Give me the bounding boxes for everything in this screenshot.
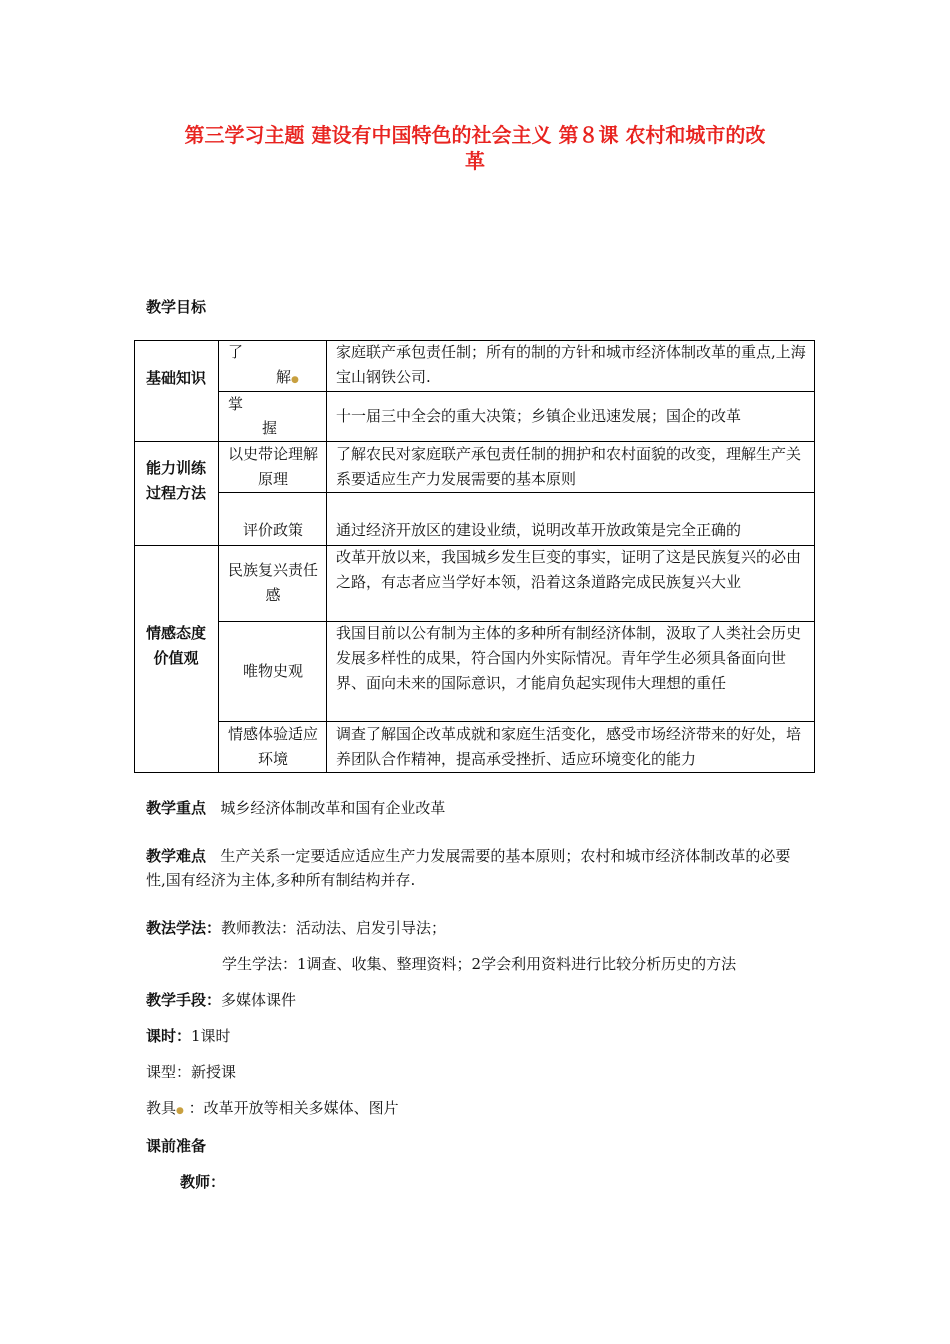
row2-text: 十一届三中全会的重大决策；乡镇企业迅速发展；国企的改革 [336, 407, 742, 425]
row6-text: 我国目前以公有制为主体的多种所有制经济体制，汲取了人类社会历史发展多样性的成果，符合国内外实际情况。青年学生必须具备面向世界、面向未来的国际意识，才能肩负起实现伟大理想的重任 [336, 624, 802, 692]
table-col-divider-2 [326, 340, 327, 773]
row3-sub: 以史带论理解原理 [228, 445, 319, 488]
teaching-methods-teacher: 教师教法：活动法、启发引导法； [221, 919, 447, 937]
objectives-heading: 教学目标 [146, 298, 207, 316]
class-hours-text: 1课时 [191, 1027, 231, 1045]
row2-sub-b: 握 [262, 419, 278, 437]
row4-sub: 评价政策 [242, 521, 303, 539]
row-divider-1 [218, 391, 815, 392]
teaching-tools-text: ：改革开放等相关多媒体、图片 [188, 1099, 399, 1117]
table-border-left [134, 340, 135, 773]
teaching-tools [146, 1096, 399, 1123]
title-line-2: 革 [465, 149, 485, 173]
annotation-dot-icon: ● [176, 1106, 184, 1116]
row1-text: 家庭联产承包责任制；所有的制的方针和城市经济体制改革的重点,上海宝山钢铁公司. [336, 343, 806, 386]
row-divider-3 [218, 492, 815, 493]
table-border-bottom [134, 772, 815, 773]
teaching-methods-label: 教法学法： [146, 919, 222, 937]
row6-sub: 唯物史观 [242, 662, 303, 680]
category-attitude-values: 情感态度价值观 [146, 624, 207, 667]
student-methods: 学生学法：1调查、收集、整理资料；2学会利用资料进行比较分析历史的方法 [222, 955, 737, 973]
class-hours [146, 1024, 231, 1048]
table-border-right [814, 340, 815, 773]
category-ability-method: 能力训练过程方法 [146, 459, 207, 502]
document-title [120, 122, 830, 174]
annotation-dot-icon: ● [291, 375, 299, 385]
row1-sub-a: 了 [228, 343, 244, 361]
table-col-divider-1 [218, 340, 219, 773]
teaching-means [146, 988, 296, 1012]
teaching-difficulty-label: 教学难点 [146, 847, 207, 865]
teaching-focus [146, 796, 445, 820]
teaching-means-text: 多媒体课件 [221, 991, 297, 1009]
row5-text: 改革开放以来，我国城乡发生巨变的事实，证明了这是民族复兴的必由之路，有志者应当学好本领，沿着这条道路完成民族复兴大业 [336, 548, 802, 591]
class-hours-label: 课时： [146, 1027, 192, 1045]
row7-text: 调查了解国企改革成就和家庭生活变化，感受市场经济带来的好处，培养团队合作精神，提高承受挫折、适应环境变化的能力 [336, 725, 802, 768]
preparation-heading: 课前准备 [146, 1137, 207, 1155]
row3-text: 了解农民对家庭联产承包责任制的拥护和农村面貌的改变，理解生产关系要适应生产力发展需要的基本原则 [336, 445, 802, 488]
teaching-difficulty [146, 844, 806, 892]
row7-sub: 情感体验适应环境 [228, 725, 319, 768]
objectives-table [134, 340, 815, 773]
teaching-focus-label: 教学重点 [146, 799, 207, 817]
row4-text: 通过经济开放区的建设业绩，说明改革开放政策是完全正确的 [336, 521, 742, 539]
teaching-means-label: 教学手段： [146, 991, 222, 1009]
teacher-label: 教师： [180, 1173, 226, 1191]
row5-sub: 民族复兴责任 感 [228, 561, 319, 604]
teaching-difficulty-text: 生产关系一定要适应适应生产力发展需要的基本原则；农村和城市经济体制改革的必要性,国有经济为主体,多种所有制结构并存. [146, 847, 791, 889]
title-line-1: 第三学习主题 建设有中国特色的社会主义 第８课 农村和城市的改 [184, 123, 766, 147]
teaching-methods [146, 916, 446, 940]
teaching-focus-text: 城乡经济体制改革和国有企业改革 [220, 799, 446, 817]
category-basic-knowledge: 基础知识 [146, 369, 207, 387]
lesson-type: 课型：新授课 [146, 1063, 237, 1081]
teaching-tools-label: 教具 [146, 1099, 177, 1117]
row1-sub-b: 解● [276, 368, 299, 386]
row2-sub-a: 掌 [228, 395, 244, 413]
